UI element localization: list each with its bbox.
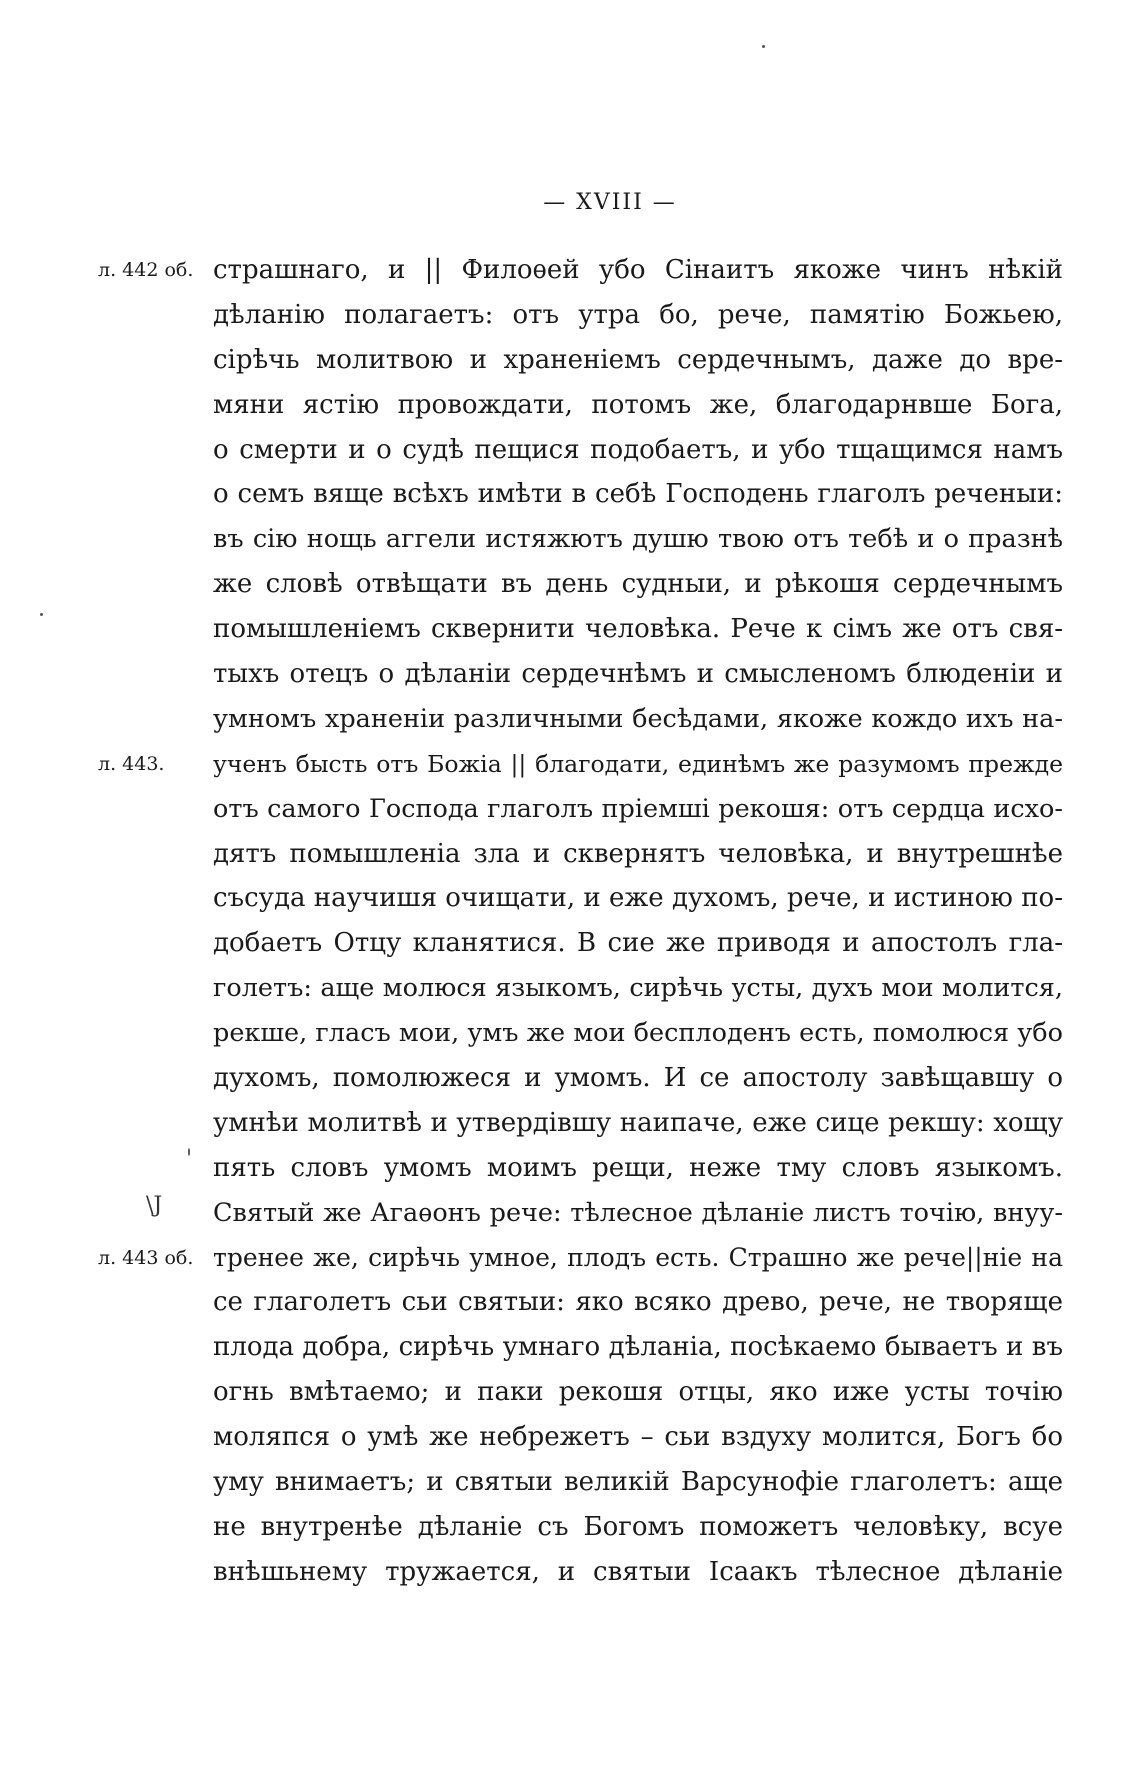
text-line: въ сію нощь аггели истяжютъ душю твою отъ тебѣ и о празнѣ — [213, 524, 1063, 555]
text-line: о семъ вяще всѣхъ имѣти в себѣ Господень глаголъ реченыи: — [213, 479, 1063, 510]
text-line: тыхъ отецъ о дѣланіи сердечнѣмъ и смысленомъ блюденіи и — [213, 659, 1063, 690]
margin-note-folio-442v: л. 442 об. — [98, 259, 194, 281]
text-line: съсуда научишя очищати, и еже духомъ, рече, и истиною по- — [213, 883, 1063, 914]
text-line: добаетъ Отцу кланятися. В сие же приводя и апостолъ гла- — [213, 928, 1063, 959]
text-line: страшнаго, и || Филоѳей убо Сінаитъ якоже чинъ нѣкій — [213, 255, 1063, 285]
text-line: не внутренѣе дѣланіе съ Богомъ поможетъ человѣку, всуе — [213, 1511, 1063, 1542]
text-line: се глаголетъ сьи святыи: яко всяко древо, рече, не творяще — [213, 1287, 1063, 1318]
text-line: тренее же, сирѣчь умное, плодъ есть. Страшно же рече||ніе на — [213, 1242, 1063, 1272]
text-line: духомъ, помолюжеся и умомъ. И се апостолу завѣщавшу о — [213, 1063, 1063, 1094]
text-line: плода добра, сирѣчь умнаго дѣланіа, посѣкаемо бываетъ и въ — [213, 1332, 1063, 1363]
text-line: умнѣи молитвѣ и утвердівшу наипаче, еже сице рекшу: хощу — [213, 1107, 1063, 1138]
text-line: о смерти и о судѣ пещися подобаетъ, и убо тщащимся намъ — [213, 434, 1063, 465]
text-line: дѣланію полагаетъ: отъ утра бо, рече, памятію Божьею, — [213, 299, 1063, 330]
text-line: уму внимаетъ; и святыи великій Варсунофіе глаголетъ: аще — [213, 1467, 1063, 1498]
text-line: же словѣ отвѣщати въ день судныи, и рѣкошя сердечнымъ — [213, 569, 1063, 600]
text-line: голетъ: аще молюся языкомъ, сирѣчь усты, духъ мои молится, — [213, 973, 1063, 1004]
margin-note-folio-443v: л. 443 об. — [98, 1247, 194, 1269]
margin-note-folio-443: л. 443. — [98, 753, 165, 775]
text-line: внѣшьнему тружается, и святыи Ісаакъ тѣлесное дѣланіе — [213, 1556, 1063, 1587]
text-line: Святый же Агаѳонъ рече: тѣлесное дѣланіе листъ точію, внуу- — [213, 1197, 1063, 1228]
text-line: пять словъ умомъ моимъ рещи, неже тму словъ языкомъ. — [213, 1152, 1063, 1183]
text-line: помышленіемъ сквернити человѣка. Рече к сімъ же отъ свя- — [213, 614, 1063, 645]
text-line: отъ самого Господа глаголъ пріемші рекошя: отъ сердца исхо- — [213, 793, 1063, 824]
text-line: моляпся о умѣ же небрежетъ – сьи вздуху молится, Богъ бо — [213, 1422, 1063, 1453]
margin-mark: \J — [146, 1193, 163, 1218]
text-line: мяни ястію провождати, потомъ же, благодарнвше Бога, — [213, 389, 1063, 420]
text-line: умномъ храненіи различными бесѣдами, якоже кождо ихъ на- — [213, 703, 1063, 734]
speck — [40, 613, 43, 616]
text-line: сірѣчь молитвою и храненіемъ сердечнымъ, даже до вре- — [213, 344, 1063, 375]
body-text — [213, 248, 1063, 1595]
text-line: дятъ помышленіа зла и сквернятъ человѣка, и внутрешнѣе — [213, 838, 1063, 869]
speck — [762, 45, 765, 48]
text-line: ученъ бысть отъ Божіа || благодати, единѣмъ же разумомъ прежде — [213, 749, 1063, 778]
page-header: — XVIII — — [543, 190, 677, 215]
speck — [188, 1148, 190, 1156]
text-line: огнь вмѣтаемо; и паки рекошя отцы, яко иже усты точію — [213, 1377, 1063, 1408]
text-line: рекше, гласъ мои, умъ же мои бесплоденъ есть, помолюся убо — [213, 1018, 1063, 1049]
